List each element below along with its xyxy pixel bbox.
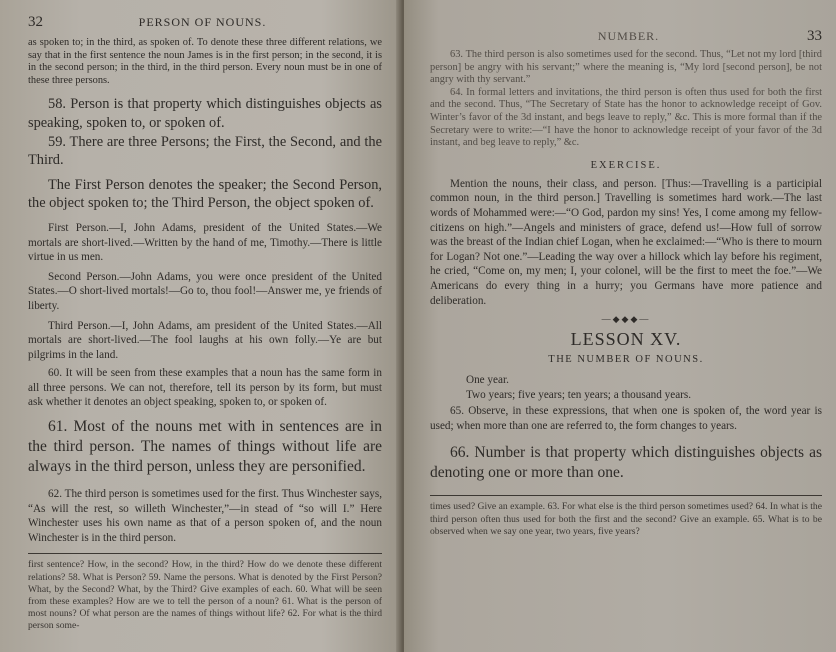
definition-61: 61. Most of the nouns met with in sentences are in the third person. The names of things without life are always in the third person, unless they are personified. [28,418,382,476]
left-page-number: 32 [28,14,43,30]
paragraph-64: 64. In formal letters and invitations, the third person is often thus used for both the first and the second. Thus, “The Secretary of State has the honor to acknowledge receipt of Gov. Winter’s favor of the 3d instant, and begs leave to reply,” &c. This is more formal than if the Secretary were to write:—“I have the honor to acknowledge receipt of your favor of the 3d instant, and beg leave to reply,” &c. [430,86,822,149]
paragraph-62: 62. The third person is sometimes used for the first. Thus Winchester says, “As will the rest, so willeth Winchester,”—in stead of “so will I.” Here Winchester uses his own name as that of a person spoken of, and the noun Winchester is in the third person. [28,488,382,544]
left-running-head: PERSON OF NOUNS. [138,15,267,29]
example-third-person: Third Person.—I, John Adams, am president of the United States.—All mortals are short-lived.—The fool laughs at his own folly.—Ye are but pilgrims in the land. [28,319,382,361]
right-page [404,0,836,652]
example-line-1: One year. [466,374,509,387]
paragraph-60: 60. It will be seen from these examples that a noun has the same form in all three persons. We can not, therefore, tell its person by its form, but must ask whether it denotes an object speaking, spoken to, or spoken of. [28,367,382,409]
right-footer-rule [430,495,822,496]
left-page-header [28,14,382,31]
right-review-questions: times used? Give an example. 63. For what else is the third person sometimes used? 64. In what is the third person often thus used for both the first and the second? Give an example. 65. What is to be observed when we say one year, two years, five years? [430,501,822,537]
right-page-number: 33 [807,28,822,44]
left-intro-paragraph: as spoken to; in the third, as spoken of. To denote these three different relations, we say that in the first sentence the noun James is in the first person; in the second, it is in the second person; in the third, in the third person. Every noun must be in one of these three persons. [28,37,382,86]
definition-58: 58. Person is that property which distinguishes objects as speaking, spoken to, or spoken of. [28,96,382,131]
definition-66: 66. Number is that property which distinguishes objects as denoting one or more than one. [430,444,822,482]
right-running-head: NUMBER. [597,29,660,43]
exercise-text: Mention the nouns, their class, and person. [Thus:—Travelling is a participial common noun, in the third person.] Travelling is sometimes hard work.—The last words of Mohammed were:—“O God, pardon my sins! Yes, I come among my fellow-citizens on high.”—Angels and ministers of grace, defend us!—How full of sorrow was the breast of the Indian chief Logan, when he exclaimed:—“Who is there to mourn for Logan? Not one.”—Leading the way over a hillock which lay before his regiment, he cried, “Come on, my men; I, your colonel, will be the first to meet the foe.”—We Americans do every thing in a hurry; you Germans have more patience and deliberation. [430,177,822,307]
paragraph-63: 63. The third person is also sometimes used for the second. Thus, “Let not my lord [third person] be angry with his servant;” where the meaning is, “My lord [second person], be not angry with thy servant.” [430,49,822,86]
paragraph-65: 65. Observe, in these expressions, that when one is spoken of, the word year is used; when more than one are referred to, the form changes to years. [430,405,822,432]
example-second-person: Second Person.—John Adams, you were once president of the United States.—O short-lived mortals!—Go to, thou fool!—Answer me, ye friends of liberty. [28,270,382,312]
right-page-header [430,28,822,45]
lesson-title: LESSON XV. [570,329,682,350]
example-first-person: First Person.—I, John Adams, president of the United States.—We mortals are short-lived.—Written by the hand of me, Timothy.—There is little virtue in us men. [28,221,382,264]
left-page [0,0,402,652]
left-footer-rule [28,553,382,554]
exercise-heading: EXERCISE. [590,159,662,171]
definition-59: 59. There are three Persons; the First, the Second, and the Third. [28,133,382,169]
section-ornament: —◆◆◆— [601,314,651,325]
left-review-questions: first sentence? How, in the second? How, in the third? How do we denote these different relations? 58. What is Person? 59. Name the persons. What is denoted by the First Person? What, by the Second? What, by the Third? Give examples of each. 60. What will be seen from these examples? How are we to tell the person of a noun? 61. What is the person of most nouns? Of what person are the names of things without life? 62. For what is the third person some- [28,559,382,632]
lesson-subtitle: THE NUMBER OF NOUNS. [548,354,704,366]
example-line-2: Two years; five years; ten years; a thousand years. [466,388,692,401]
person-definition: The First Person denotes the speaker; the Second Person, the object spoken to; the Third Person, the object spoken of. [28,176,382,212]
